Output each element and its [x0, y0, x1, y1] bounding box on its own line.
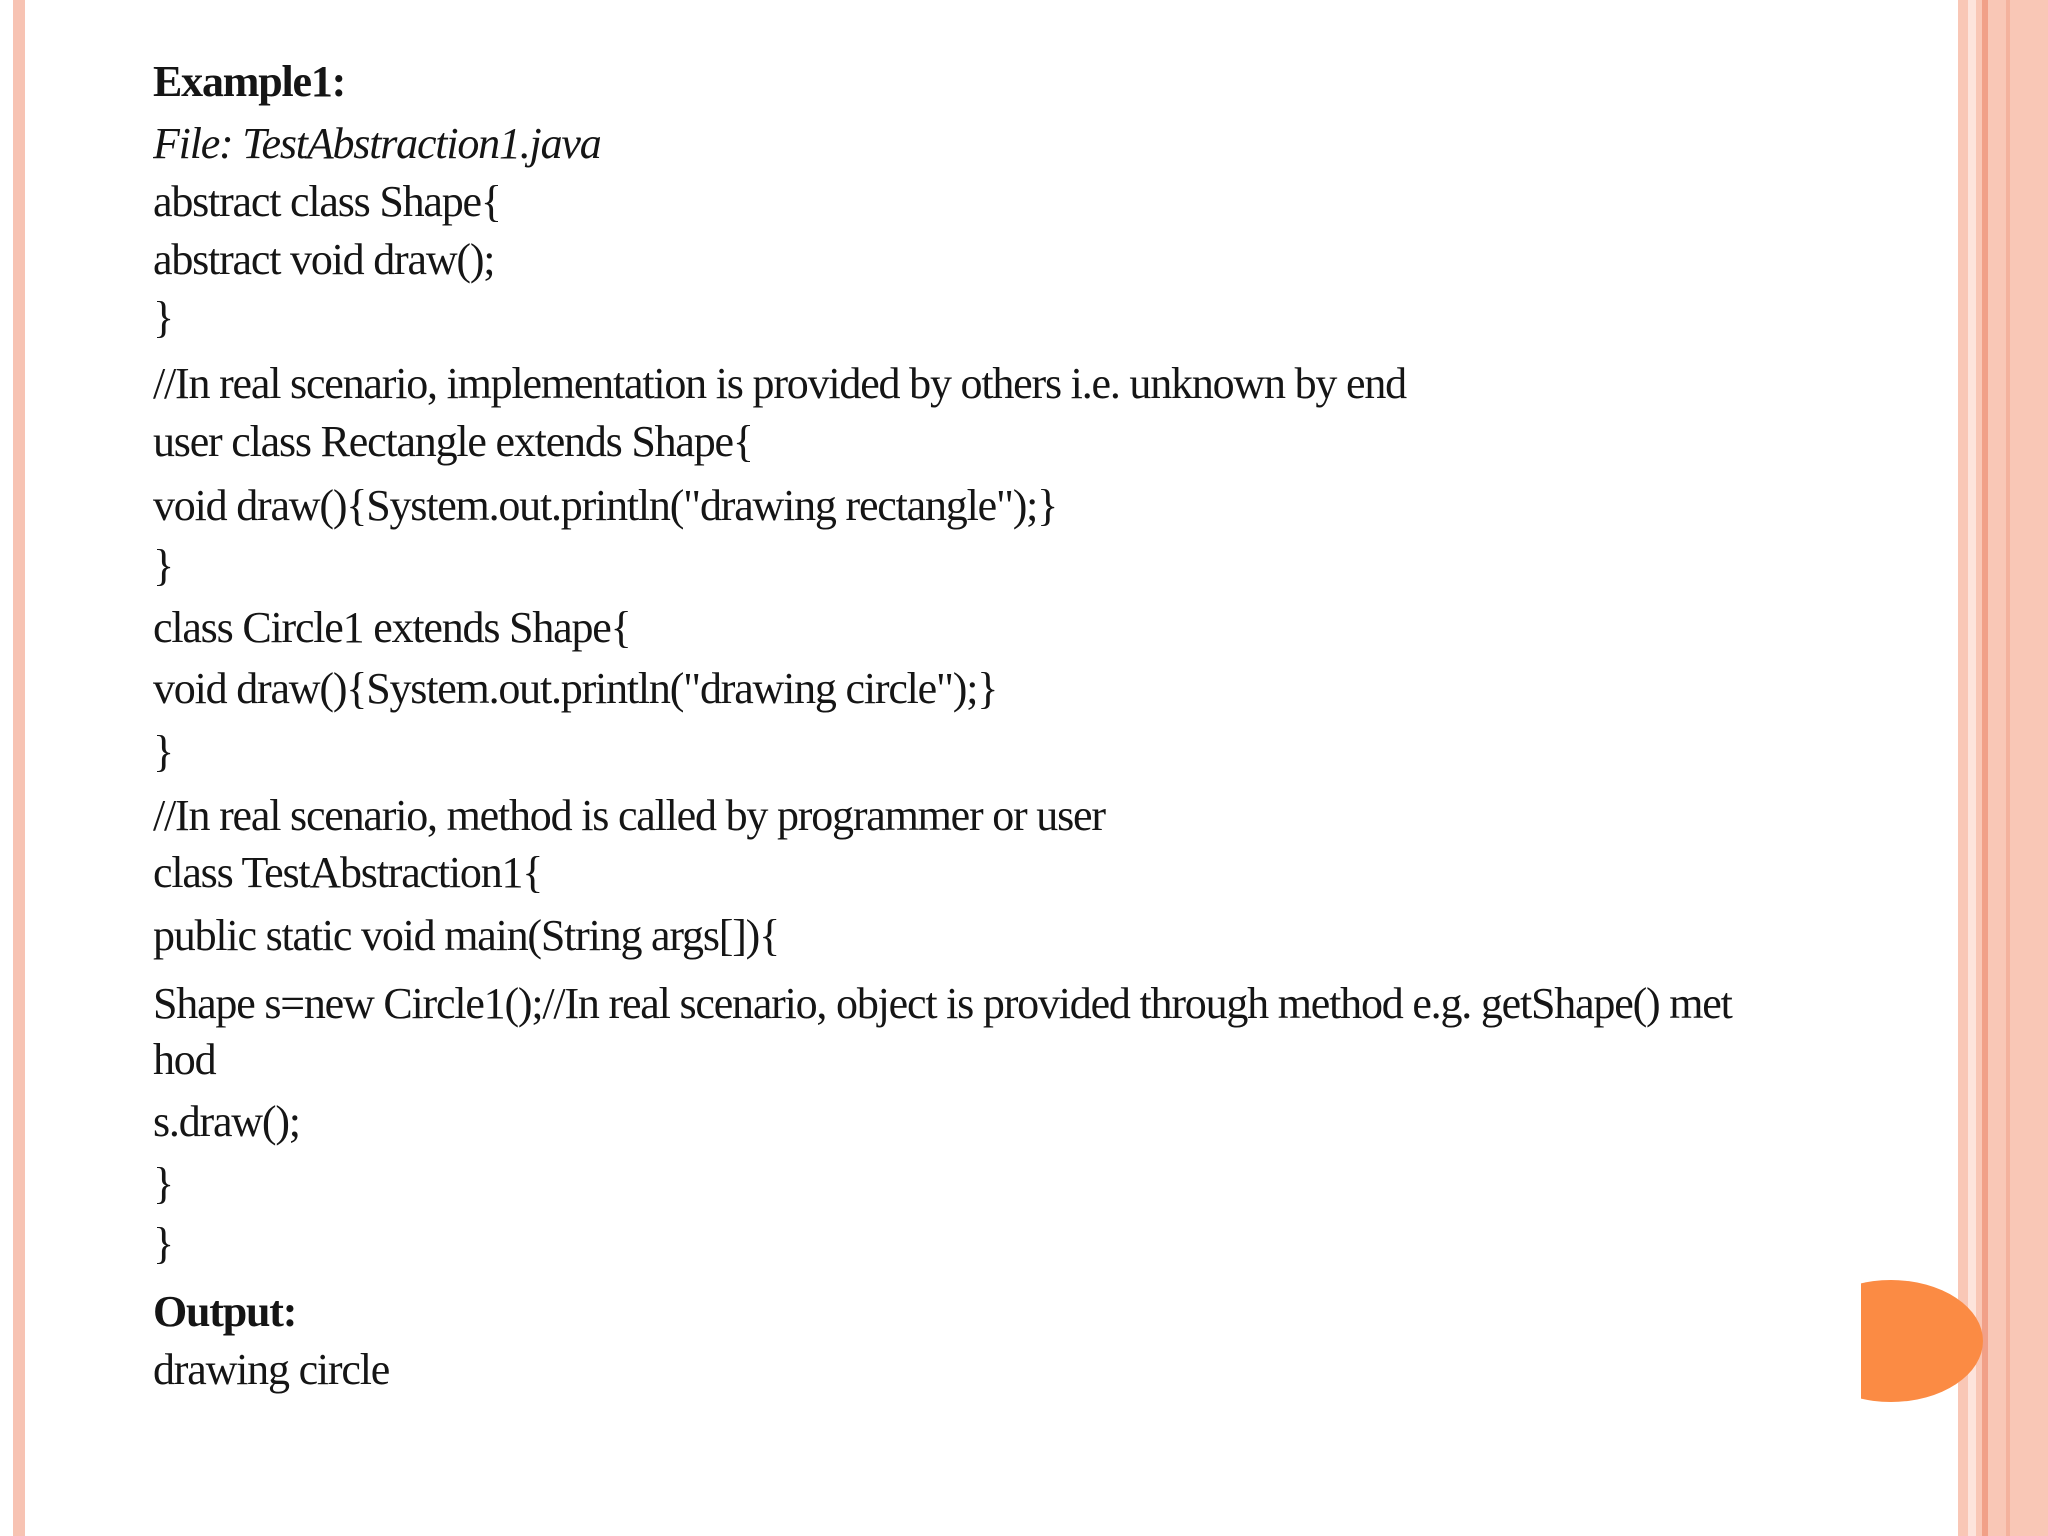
comment-line: //In real scenario, implementation is provided by others i.e. unknown by end	[153, 359, 1406, 408]
file-label: File: TestAbstraction1.java	[153, 119, 601, 168]
code-line: }	[153, 1219, 173, 1268]
code-line: abstract void draw();	[153, 235, 495, 284]
code-line: void draw(){System.out.println("drawing circle");}	[153, 664, 998, 713]
code-line: void draw(){System.out.println("drawing rectangle");}	[153, 481, 1058, 530]
orange-circle-decoration	[1861, 1280, 2048, 1402]
code-line: user class Rectangle extends Shape{	[153, 417, 753, 466]
code-example-image	[153, 48, 1853, 1428]
code-line: }	[153, 1159, 173, 1208]
code-line: s.draw();	[153, 1097, 300, 1146]
output-value: drawing circle	[153, 1345, 390, 1394]
example-heading: Example1:	[153, 57, 346, 106]
code-line: }	[153, 541, 173, 590]
comment-line: //In real scenario, method is called by programmer or user	[153, 791, 1105, 840]
code-line: class TestAbstraction1{	[153, 848, 543, 897]
output-heading: Output:	[153, 1287, 297, 1336]
code-line: }	[153, 727, 173, 776]
code-line: abstract class Shape{	[153, 177, 501, 226]
code-line: public static void main(String args[]){	[153, 911, 780, 960]
code-line: Shape s=new Circle1();//In real scenario, object is provided through method e.g. getShape() met	[153, 979, 1732, 1028]
code-line: hod	[153, 1035, 216, 1084]
left-border-decoration	[13, 0, 25, 1536]
code-line: }	[153, 293, 173, 342]
code-line: class Circle1 extends Shape{	[153, 603, 631, 652]
